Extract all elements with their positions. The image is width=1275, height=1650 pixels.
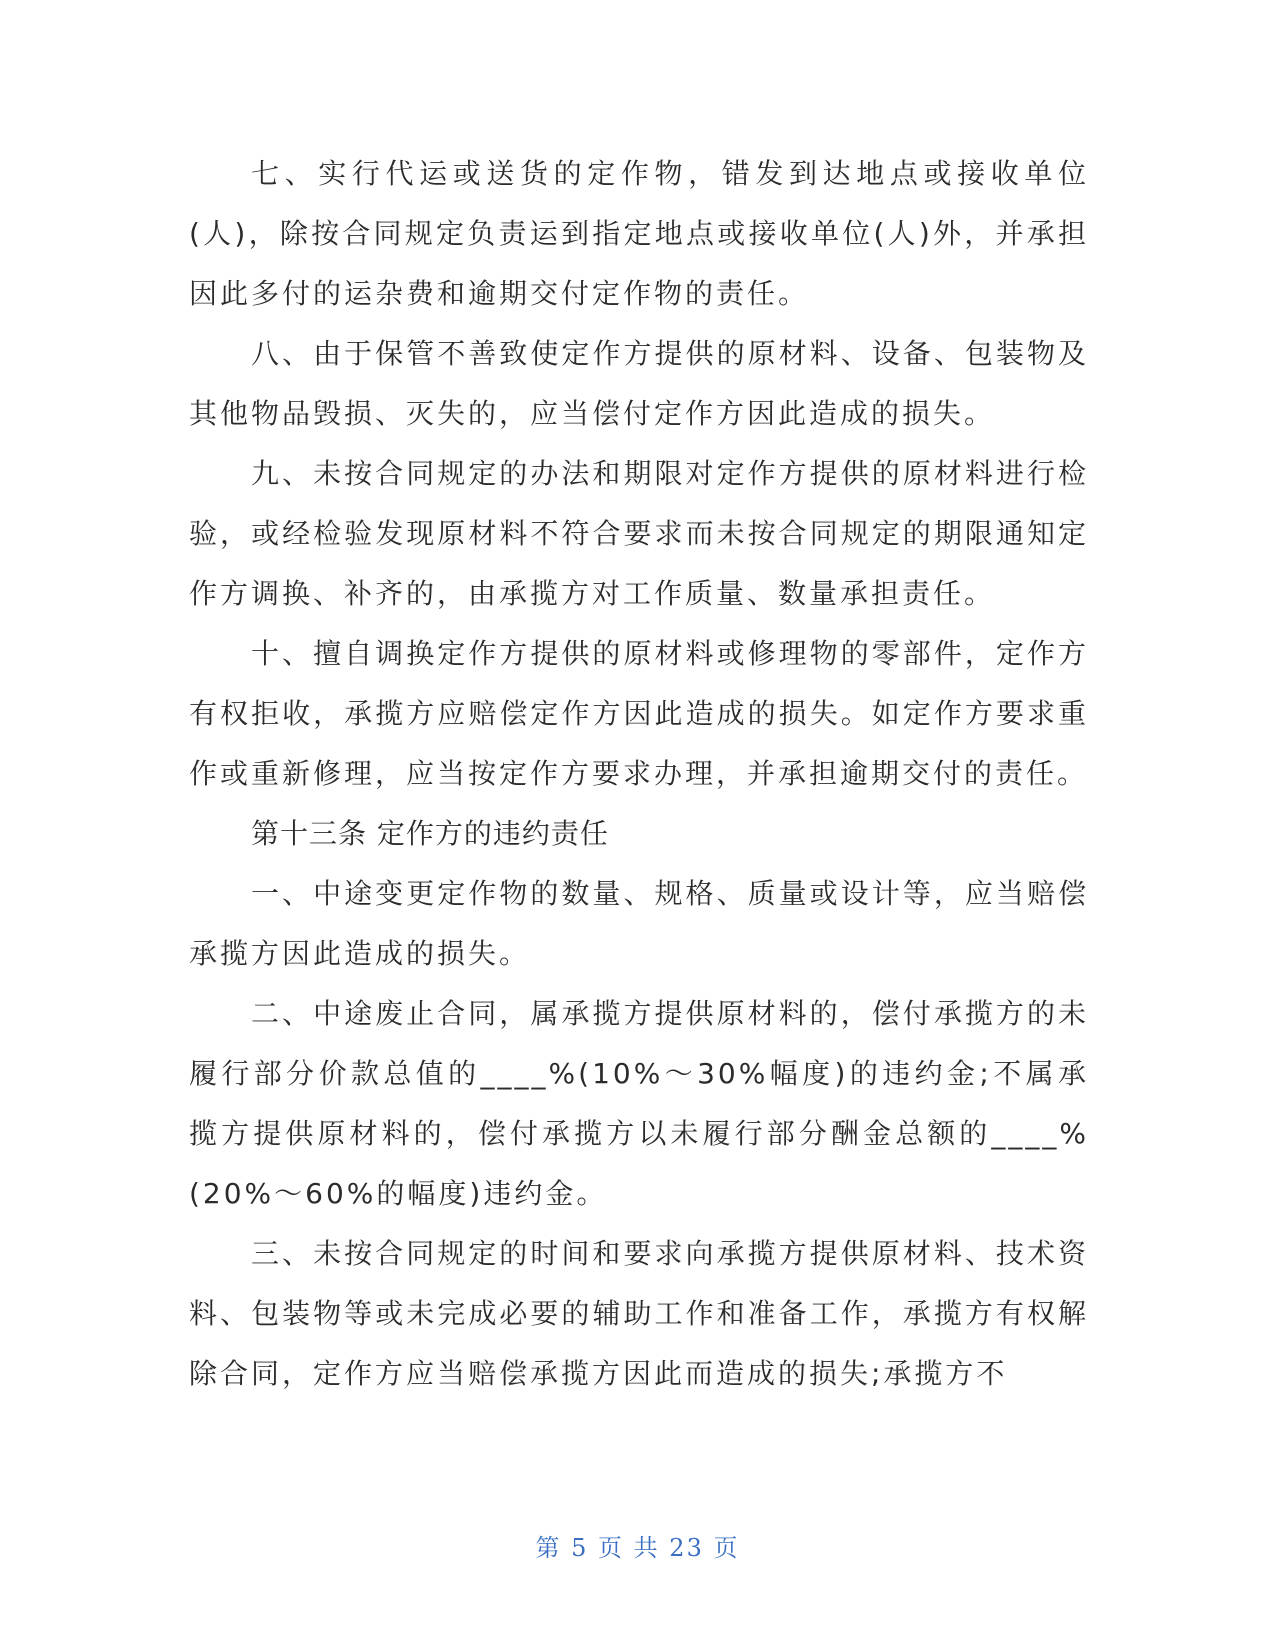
document-body: [189, 144, 1089, 1404]
article-thirteen-item-three: 三、未按合同规定的时间和要求向承揽方提供原材料、技术资料、包装物等或未完成必要的辅助工作和准备工作，承揽方有权解除合同，定作方应当赔偿承揽方因此而造成的损失;承揽方不: [189, 1237, 1089, 1390]
page-number-footer: 第 5 页 共 23 页: [535, 1534, 740, 1562]
article-thirteen-heading: 第十三条 定作方的违约责任: [251, 817, 609, 850]
article-thirteen-item-two: 二、中途废止合同，属承揽方提供原材料的，偿付承揽方的未履行部分价款总值的____%(10%～30%幅度)的违约金;不属承揽方提供原材料的，偿付承揽方以未履行部分酬金总额的____%(20%～60%的幅度)违约金。: [189, 997, 1089, 1210]
clause-eight: 八、由于保管不善致使定作方提供的原材料、设备、包装物及其他物品毁损、灭失的，应当偿付定作方因此造成的损失。: [189, 337, 1089, 430]
clause-ten: 十、擅自调换定作方提供的原材料或修理物的零部件，定作方有权拒收，承揽方应赔偿定作方因此造成的损失。如定作方要求重作或重新修理，应当按定作方要求办理，并承担逾期交付的责任。: [189, 637, 1089, 790]
article-thirteen-item-one: 一、中途变更定作物的数量、规格、质量或设计等，应当赔偿承揽方因此造成的损失。: [189, 877, 1089, 970]
clause-seven: 七、实行代运或送货的定作物，错发到达地点或接收单位(人)，除按合同规定负责运到指定地点或接收单位(人)外，并承担因此多付的运杂费和逾期交付定作物的责任。: [189, 157, 1089, 310]
clause-nine: 九、未按合同规定的办法和期限对定作方提供的原材料进行检验，或经检验发现原材料不符合要求而未按合同规定的期限通知定作方调换、补齐的，由承揽方对工作质量、数量承担责任。: [189, 457, 1089, 610]
